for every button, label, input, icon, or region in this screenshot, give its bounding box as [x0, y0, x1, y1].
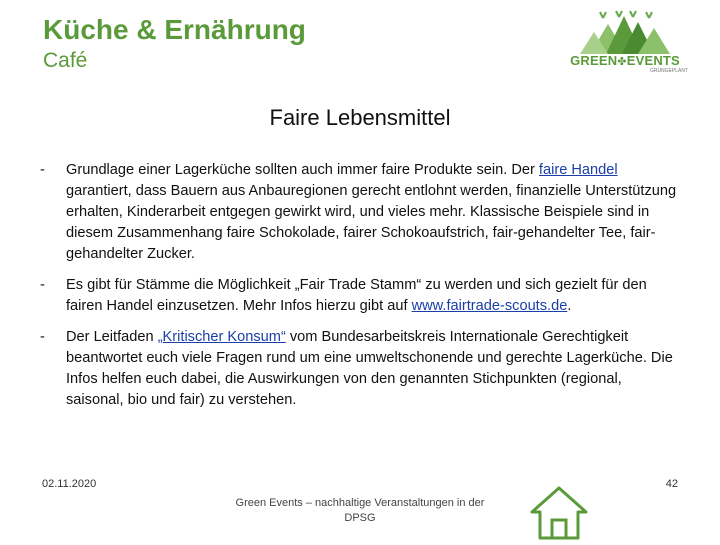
logo-word-green: GREEN [570, 53, 618, 68]
page-number: 42 [665, 478, 678, 490]
kritischer-konsum-link[interactable]: „Kritischer Konsum“ [157, 329, 286, 345]
faire-handel-link[interactable]: faire Handel [538, 162, 618, 178]
logo-word-events: EVENTS [626, 53, 680, 68]
lily-icon: ✤ [617, 56, 627, 68]
list-item [40, 327, 680, 411]
green-events-logo [560, 10, 690, 78]
list-item [40, 275, 680, 317]
bullet-marker: - [40, 329, 45, 345]
bullet-text: Der Leitfaden [66, 329, 158, 345]
footer-line: Green Events – nachhaltige Veranstaltungen in der [235, 497, 485, 509]
logo-wordmark [560, 54, 690, 69]
bullet-list [40, 160, 680, 421]
fairtrade-scouts-link[interactable]: www.fairtrade-scouts.de [411, 298, 568, 314]
bullet-text: . [567, 298, 572, 314]
bullet-text: Grundlage einer Lagerküche sollten auch immer faire Produkte sein. Der [66, 162, 539, 178]
list-item [40, 160, 680, 265]
logo-tagline: GRÜNGEPLANT [649, 68, 688, 74]
section-title: Küche & Ernährung [43, 14, 306, 45]
section-subtitle: Café [43, 49, 88, 72]
tree-group-icon [560, 10, 690, 56]
footer-date: 02.11.2020 [42, 478, 97, 490]
slide-heading: Faire Lebensmittel [269, 105, 451, 130]
bullet-marker: - [40, 162, 45, 178]
bullet-marker: - [40, 277, 45, 293]
bullet-text: garantiert, dass Bauern aus Anbauregionen gerecht entlohnt werden, finanzielle Unterstützung erhalten, Kinderarbeit entgegen gewirkt wird, und vieles mehr. Klassische Beispiele sind in diesem Zusammenhang faire Schokolade, fairer Schokoaufstrich, fair-gehandelter Tee, fair-gehandelter Zucker. [66, 183, 677, 262]
bullet-text: vom Bundesarbeitskreis Internationale Gerechtigkeit beantwortet euch viele Fragen rund um eine umweltschonende und gerechte Lagerküche. Die Infos helfen euch dabei, die Auswirkungen von den genannten Stichpunkten (regional, saisonal, bio und fair) zu verstehen. [66, 329, 673, 408]
home-icon[interactable] [528, 484, 590, 540]
footer-text [220, 496, 500, 526]
bullet-text: Es gibt für Stämme die Möglichkeit „Fair Trade Stamm“ zu werden und sich gezielt für den fairen Handel einzusetzen. Mehr Infos hierzu gibt auf [66, 277, 647, 314]
footer-line: DPSG [344, 512, 376, 524]
